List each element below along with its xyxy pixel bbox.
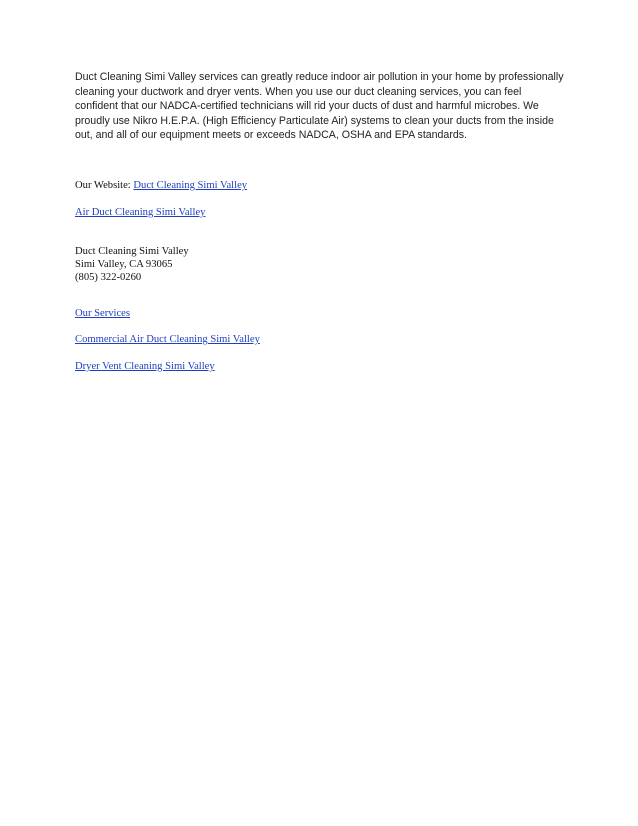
website-link[interactable]: Duct Cleaning Simi Valley [133, 180, 248, 191]
services-line [75, 307, 130, 320]
business-address [75, 245, 189, 284]
air-duct-cleaning-link[interactable]: Air Duct Cleaning Simi Valley [75, 207, 206, 218]
business-name: Duct Cleaning Simi Valley [75, 246, 189, 257]
commercial-air-duct-link[interactable]: Commercial Air Duct Cleaning Simi Valley [75, 334, 260, 345]
website-line [75, 179, 247, 192]
website-label: Our Website: [75, 180, 134, 191]
business-phone: (805) 322-0260 [75, 272, 142, 283]
commercial-line [75, 333, 260, 346]
intro-paragraph: Duct Cleaning Simi Valley services can greatly reduce indoor air pollution in your home by professionally cleaning your ductwork and dryer vents. When you use our duct cleaning services, you can feel confident that our NADCA-certified technicians will rid your ducts of dust and harmful microbes. We proudly use Nikro H.E.P.A. (High Efficiency Particulate Air) systems to clean your ducts from the inside out, and all of our equipment meets or exceeds NADCA, OSHA and EPA standards. [75, 71, 564, 142]
air-duct-line [75, 206, 205, 219]
dryer-line [75, 360, 215, 373]
our-services-link[interactable]: Our Services [75, 308, 131, 319]
dryer-vent-link[interactable]: Dryer Vent Cleaning Simi Valley [75, 361, 215, 372]
business-city: Simi Valley, CA 93065 [75, 259, 173, 270]
